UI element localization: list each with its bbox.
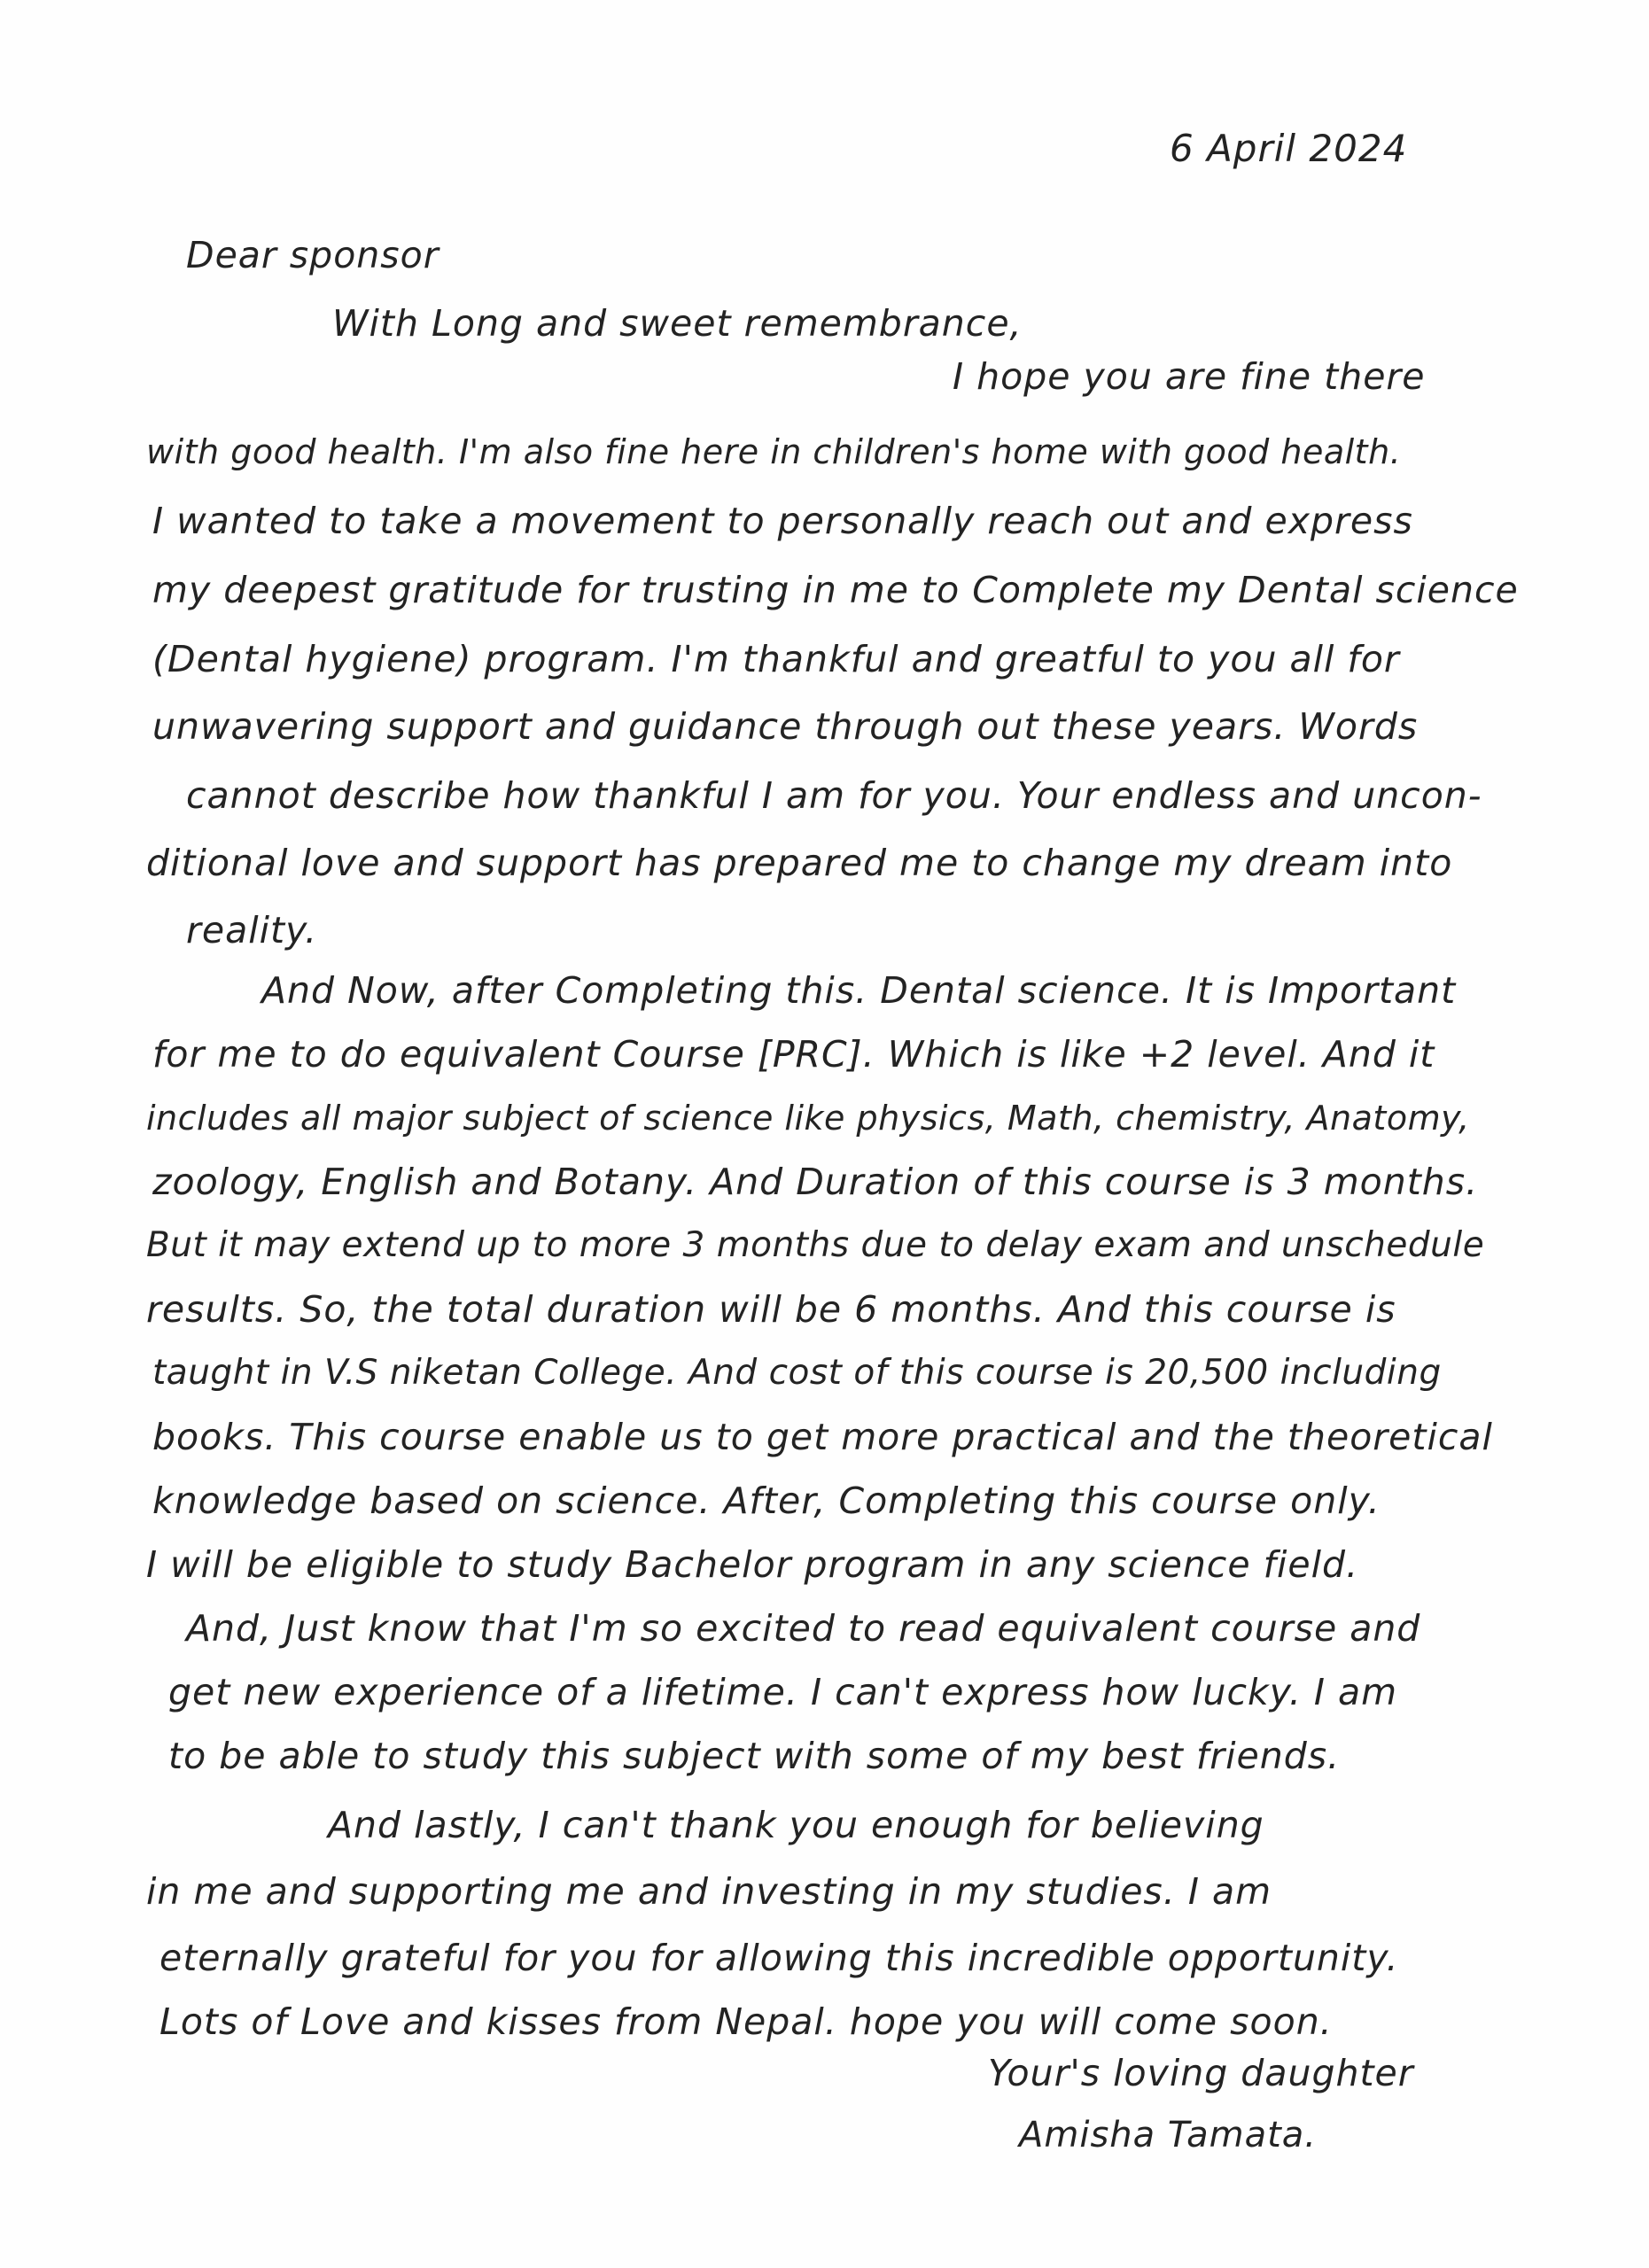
letter-line: I hope you are fine there [953,355,1426,398]
letter-signature: Amisha Tamata. [1019,2115,1317,2155]
letter-line: ditional love and support has prepared me to change my dream into [146,842,1453,884]
letter-line: And Now, after Completing this. Dental science. It is Important [261,969,1457,1012]
letter-line: I wanted to take a movement to personally reach out and express [152,500,1413,542]
letter-line: results. So, the total duration will be 6 months. And this course is [146,1288,1396,1331]
letter-line: taught in V.S niketan College. And cost of this course is 20,500 including [152,1353,1442,1393]
letter-line: reality. [186,909,318,951]
letter-line: get new experience of a lifetime. I can't express how lucky. I am [168,1671,1398,1713]
letter-line: zoology, English and Botany. And Duration of this course is 3 months. [152,1161,1479,1203]
letter-line: in me and supporting me and investing in my studies. I am [146,1870,1272,1913]
letter-line: And lastly, I can't thank you enough for believing [328,1804,1264,1846]
letter-line: eternally grateful for you for allowing this incredible opportunity. [159,1937,1399,1979]
letter-greeting: Dear sponsor [186,234,439,276]
letter-line: (Dental hygiene) program. I'm thankful and greatful to you all for [152,638,1400,680]
letter-line: to be able to study this subject with some of my best friends. [168,1735,1341,1777]
letter-line: I will be eligible to study Bachelor program in any science field. [146,1543,1359,1586]
letter-line: books. This course enable us to get more practical and the theoretical [152,1416,1493,1458]
letter-line: unwavering support and guidance through out these years. Words [152,705,1419,748]
letter-line: Lots of Love and kisses from Nepal. hope you will come soon. [159,2000,1333,2043]
letter-line: And, Just know that I'm so excited to read equivalent course and [186,1607,1421,1650]
letter-closing: Your's loving daughter [988,2052,1414,2094]
letter-date: 6 April 2024 [1170,127,1408,170]
letter-line: knowledge based on science. After, Completing this course only. [152,1480,1381,1522]
letter-line: for me to do equivalent Course [PRC]. Which is like +2 level. And it [152,1033,1435,1076]
letter-line: But it may extend up to more 3 months due to delay exam and unschedule [146,1225,1485,1265]
letter-opening: With Long and sweet remembrance, [332,302,1023,345]
letter-line: includes all major subject of science like physics, Math, chemistry, Anatomy, [146,1099,1470,1138]
letter-line: my deepest gratitude for trusting in me to Complete my Dental science [152,569,1519,611]
letter-line: cannot describe how thankful I am for you. Your endless and uncon- [186,774,1482,817]
letter-line: with good health. I'm also fine here in children's home with good health. [146,432,1402,471]
